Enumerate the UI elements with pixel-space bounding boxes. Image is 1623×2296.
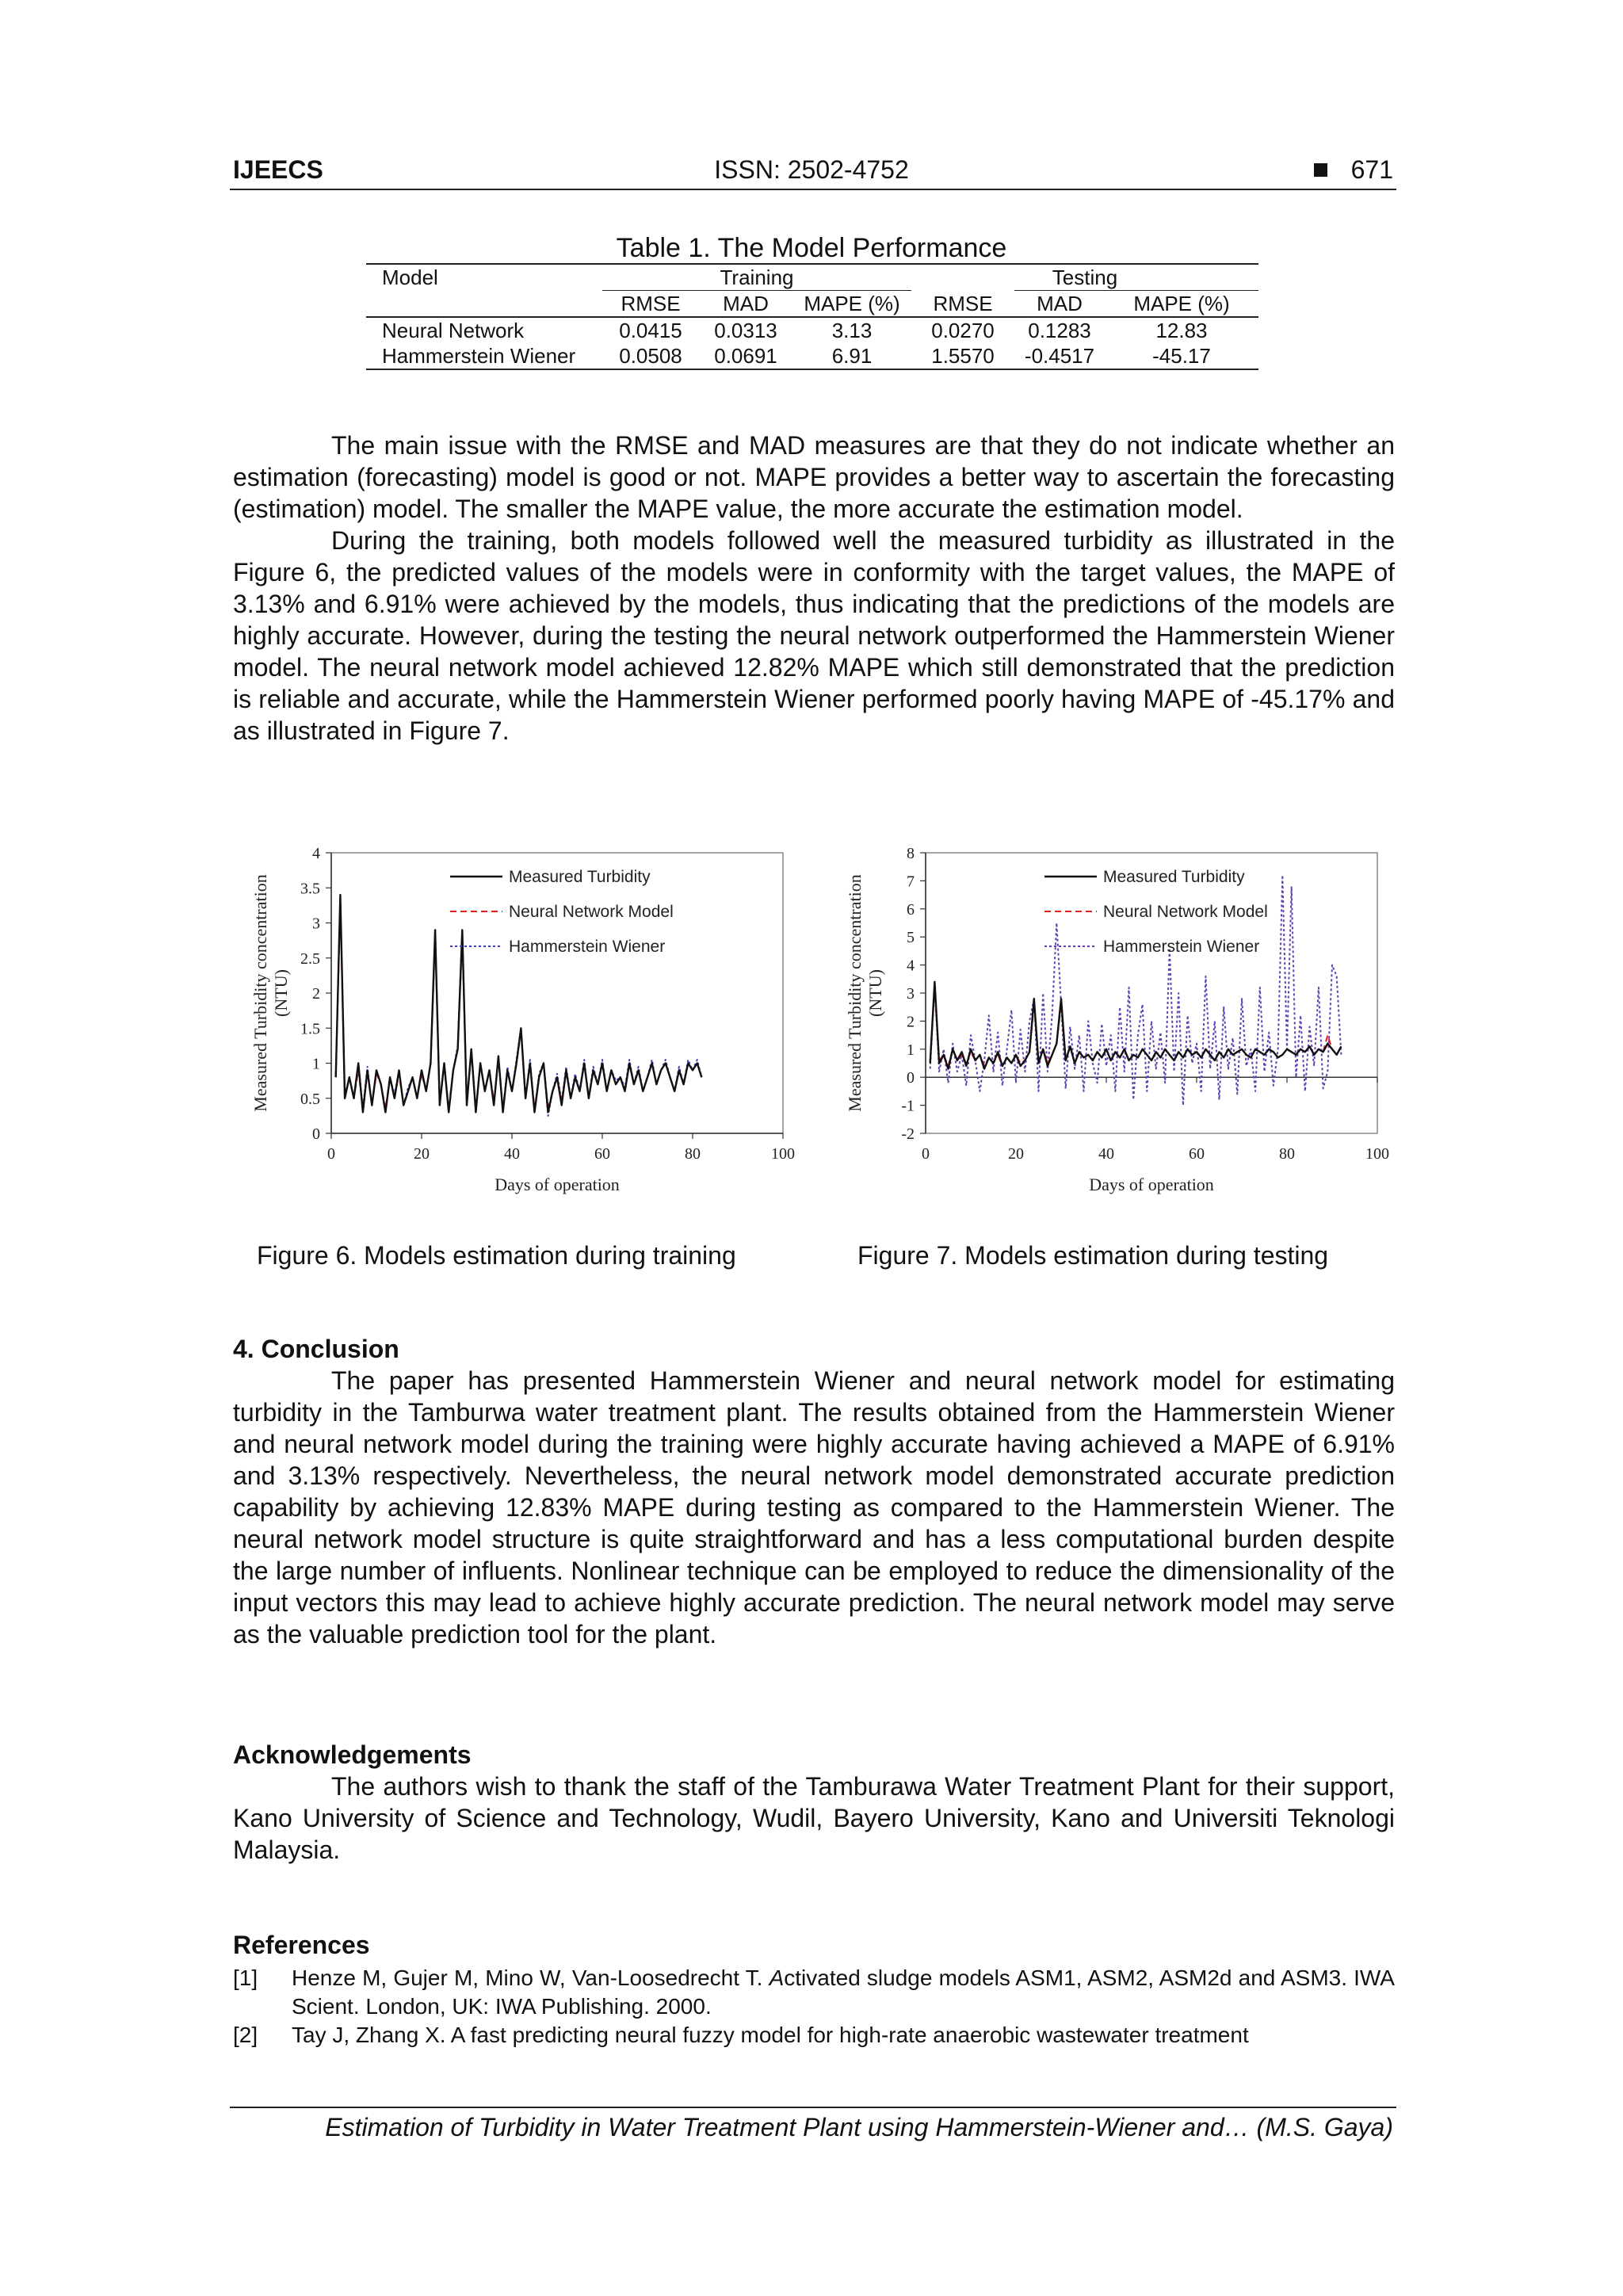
x-tick-label: 20 [1008,1145,1024,1163]
table-subheader: MAD [1014,291,1105,318]
table-cell [366,291,602,318]
paragraph: The paper has presented Hammerstein Wiener and neural network model for estimating turbidity in the Tamburwa water treatment plant. The results obtained from the Hammerstein Wiener and neural network model during the training were highly accurate having achieved a MAPE of 6.91% and 3.13% respectively. Nevertheless, the neural network model demonstrated accurate prediction capability by achieving 12.83% MAPE during testing as compared to the Hammerstein Wiener. The neural network model structure is quite straightforward and has a less computational burden despite the large number of influents. Nonlinear technique can be employed to reduce the dimensionality of the input vectors this may lead to achieve highly accurate prediction. The neural network model may serve as the valuable prediction tool for the plant. [233,1366,1395,1648]
table-cell: 0.0508 [602,343,699,369]
paragraph: The main issue with the RMSE and MAD measures are that they do not indicate whether an estimation (forecasting) model is good or not. MAPE provides a better way to ascertain the forecasting (estimation) model. The smaller the MAPE value, the more accurate the estimation model. [233,431,1395,523]
conclusion-heading: 4. Conclusion [233,1335,399,1363]
table-subheader: MAPE (%) [1105,291,1258,318]
y-tick-label: 2 [312,985,320,1003]
x-axis-label: Days of operation [1089,1175,1214,1194]
legend-label: Measured Turbidity [1103,868,1245,886]
y-tick-label: 4 [907,957,915,975]
reference-text [292,2021,1395,2050]
reference-item [233,2021,1395,2050]
reference-title: ctivated sludge models ASM1, ASM2, ASM2d and ASM3. IWA Scient. London, UK: IWA Publishing. 2000. [292,1966,1395,2019]
y-axis-label-line: Measured Turbidity concentration [250,874,270,1112]
footer-title: Estimation of Turbidity in Water Treatment Plant using Hammerstein-Wiener and… (M.S. Gaya) [325,2113,1393,2141]
table-row-model: Neural Network [382,319,525,342]
table-cell: 12.83 [1155,319,1208,342]
y-tick-label: 7 [907,873,915,891]
reference-text [292,1964,1395,2021]
journal-name: IJEECS [233,155,323,184]
y-tick-label: -1 [901,1097,915,1115]
table-cell: 3.13 [831,319,873,342]
table-cell: 6.91 [792,343,911,369]
y-tick-label: 4 [312,845,320,862]
table-cell: 0.0313 [714,319,777,342]
table-subheader: MAD [699,291,792,318]
performance-table [366,263,1258,370]
table-cell: -0.4517 [1014,343,1105,369]
legend-label: Neural Network Model [509,903,674,921]
table-subheader: MAPE (%) [792,291,911,318]
y-tick-label: 0 [907,1069,915,1087]
figure-6-caption: Figure 6. Models estimation during training [257,1241,736,1270]
x-tick-label: 100 [1365,1145,1389,1163]
reference-authors: Tay J, Zhang X. A fast predicting neural fuzzy model for high-rate anaerobic wastewater treatment [292,2023,1249,2047]
acknowledgements-text [233,1771,1395,1866]
x-tick-label: 60 [594,1145,610,1163]
reference-number: [1] [233,1966,258,1990]
x-tick-label: 20 [414,1145,430,1163]
series-line-measured-turbidity [336,895,702,1112]
issn: ISSN: 2502-4752 [714,155,909,184]
y-axis-label-line: Measured Turbidity concentration [845,874,865,1112]
plot-frame [926,853,1377,1133]
reference-item [233,1964,1395,2021]
table-cell: 0.0270 [931,319,995,342]
y-tick-label: 2.5 [300,949,320,968]
paragraph: The authors wish to thank the staff of the Tamburawa Water Treatment Plant for their support, Kano University of Science and Technology, Wudil, Bayero University, Kano and Universiti Teknologi Malaysia. [233,1772,1395,1864]
y-axis-label [250,874,291,1111]
table-cell: 0.0415 [619,319,682,342]
page-number-block [1189,155,1393,185]
x-axis-label: Days of operation [495,1175,620,1194]
x-tick-label: 40 [504,1145,520,1163]
table-header-row [366,264,1258,291]
x-tick-label: 80 [1279,1145,1295,1163]
x-tick-label: 40 [1098,1145,1114,1163]
table-cell: 0.1283 [1028,319,1091,342]
legend-label: Hammerstein Wiener [509,938,666,956]
figure-7-chart [832,840,1403,1221]
table-subheader: RMSE [911,291,1014,318]
conclusion-text [233,1365,1395,1650]
x-tick-label: 0 [327,1145,335,1163]
references-heading: References [233,1931,370,1959]
y-tick-label: 1 [907,1041,915,1059]
y-tick-label: 2 [907,1013,915,1031]
header-rule [230,189,1396,190]
y-tick-label: 1 [312,1055,320,1073]
table-caption: Table 1. The Model Performance [616,233,1007,263]
acknowledgements-heading: Acknowledgements [233,1740,472,1769]
legend-label: Hammerstein Wiener [1103,938,1260,956]
figure-7-caption: Figure 7. Models estimation during testing [857,1241,1329,1270]
y-axis-label [845,874,885,1111]
table-subheader: RMSE [602,291,699,318]
y-tick-label: 1.5 [300,1020,320,1038]
y-tick-label: 8 [907,845,915,862]
y-tick-label: -2 [901,1125,915,1143]
y-tick-label: 3 [312,915,320,933]
y-axis-label-line: (NTU) [865,969,885,1017]
discussion-text [233,430,1395,747]
reference-italic: A [769,1966,785,1990]
square-bullet-icon [1314,163,1327,177]
table-cell: -45.17 [1105,343,1258,369]
x-tick-label: 100 [771,1145,795,1163]
table-header-testing: Testing [911,264,1258,291]
footer-rule [230,2107,1396,2108]
table-row-model: Hammerstein Wiener [366,343,602,369]
legend-label: Neural Network Model [1103,903,1268,921]
table-header-training: Training [602,264,911,291]
plot-frame [331,853,783,1133]
table-cell: 0.0691 [699,343,792,369]
x-tick-label: 60 [1189,1145,1205,1163]
reference-authors: Henze M, Gujer M, Mino W, Van-Loosedrecht T. [292,1966,769,1990]
y-tick-label: 3.5 [300,880,320,898]
x-tick-label: 0 [922,1145,930,1163]
table-subheader-row [366,291,1258,318]
y-tick-label: 3 [907,985,915,1003]
legend-label: Measured Turbidity [509,868,651,886]
table-cell: 1.5570 [911,343,1014,369]
table-row [366,317,1258,343]
series-line-measured-turbidity [930,982,1342,1069]
y-tick-label: 5 [907,929,915,947]
y-tick-label: 0.5 [300,1090,320,1108]
reference-list [233,1964,1395,2050]
y-tick-label: 6 [907,900,915,919]
y-tick-label: 0 [312,1125,320,1143]
table-header-model: Model [366,264,602,291]
figure-6-chart [238,840,808,1221]
reference-number: [2] [233,2023,258,2047]
x-tick-label: 80 [685,1145,701,1163]
page-number: 671 [1350,155,1393,184]
paragraph: During the training, both models followed well the measured turbidity as illustrated in the Figure 6, the predicted values of the models were in conformity with the target values, the MAPE of 3.13% and 6.91% were achieved by the models, thus indicating that the predictions of the models are highly accurate. However, during the testing the neural network outperformed the Hammerstein Wiener model. The neural network model achieved 12.82% MAPE which still demonstrated that the prediction is reliable and accurate, while the Hammerstein Wiener performed poorly having MAPE of -45.17% and as illustrated in Figure 7. [233,526,1395,745]
y-axis-label-line: (NTU) [271,969,291,1017]
table-row [366,343,1258,369]
